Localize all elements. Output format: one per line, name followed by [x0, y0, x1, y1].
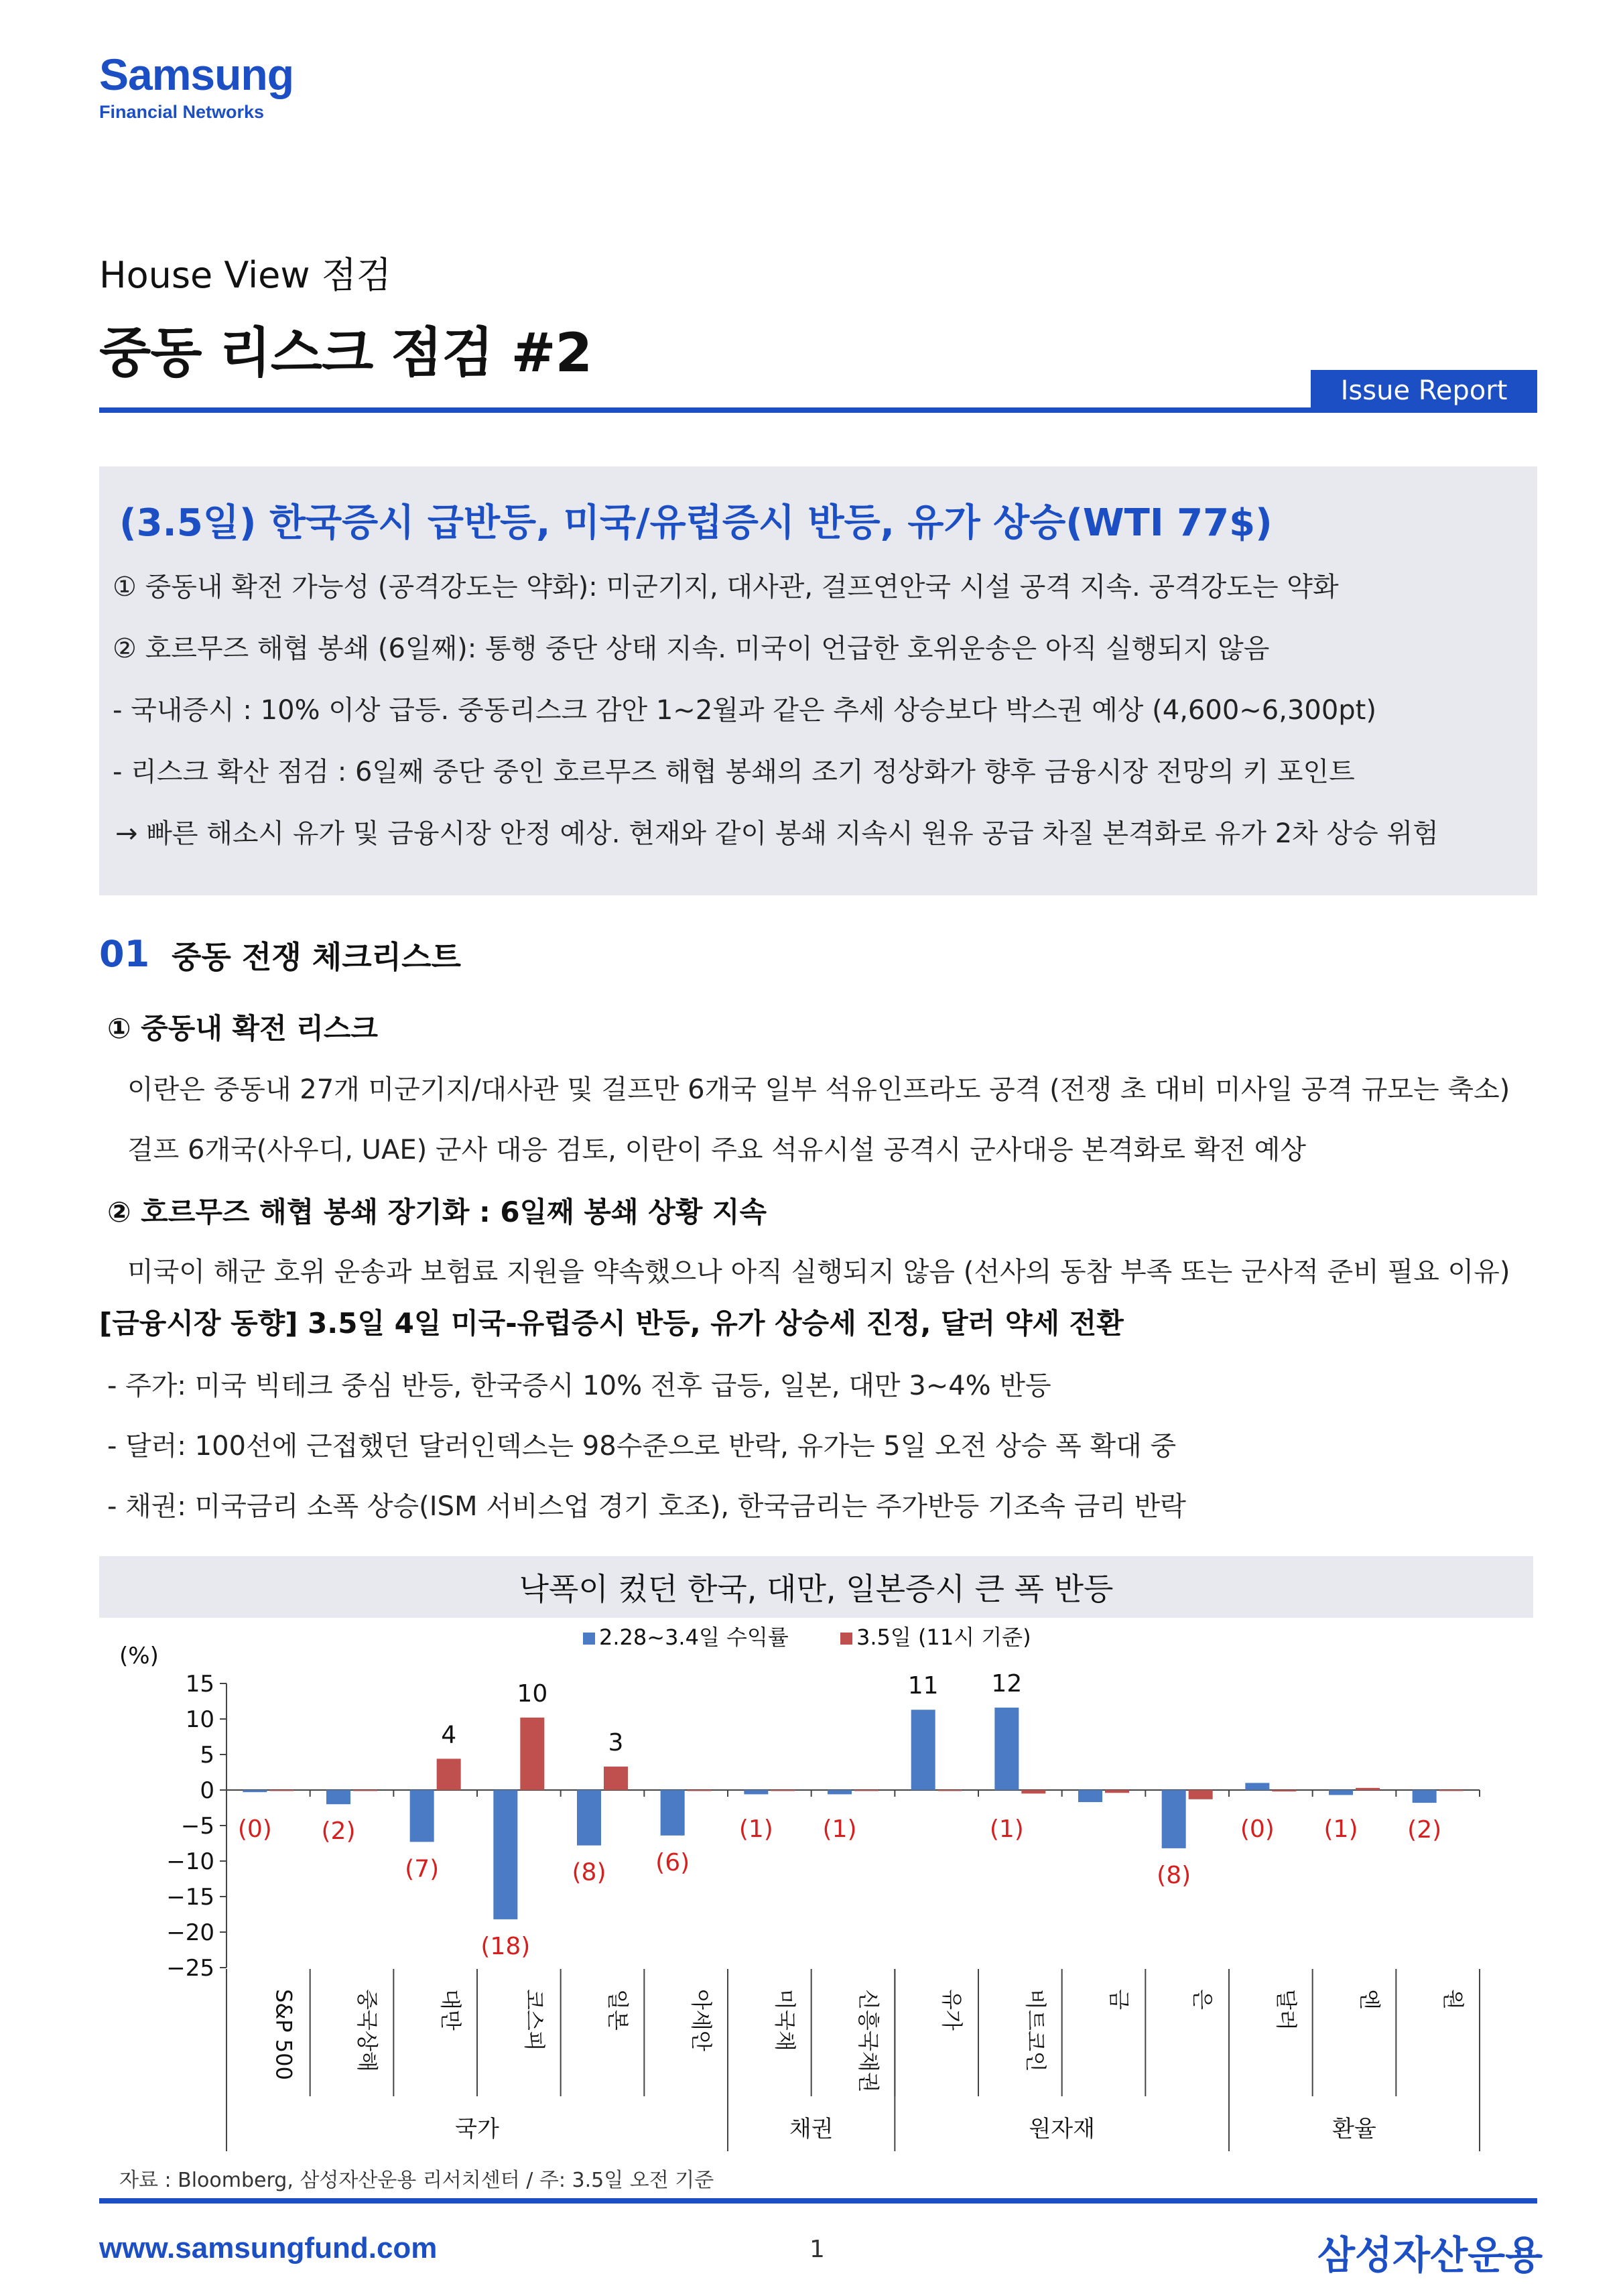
bar-today-return: [1189, 1790, 1213, 1799]
checklist-item2-line: 미국이 해군 호위 운송과 보험료 지원을 약속했으나 아직 실행되지 않음 (선사의 동참 부족 또는 군사적 준비 필요 이유): [127, 1257, 1510, 1287]
bar-data-label: (1): [989, 1815, 1024, 1843]
x-category-label: 일본: [605, 1989, 631, 2031]
bar-data-label: 3: [608, 1729, 624, 1757]
bar-period-return: [577, 1790, 601, 1846]
x-category-label: 유가: [939, 1989, 965, 2031]
bar-period-return: [828, 1790, 852, 1794]
y-tick-label: 10: [185, 1706, 214, 1733]
bar-data-label: 12: [991, 1670, 1023, 1698]
x-category-label: 미국채: [772, 1989, 798, 2051]
bar-period-return: [911, 1710, 935, 1790]
bar-today-return: [1105, 1790, 1129, 1793]
bar-data-label: (6): [655, 1848, 690, 1876]
page-title: 중동 리스크 점검 #2: [99, 322, 592, 384]
samsung-logo: [99, 52, 294, 123]
chart-source-note: 자료 : Bloomberg, 삼성자산운용 리서치센터 / 주: 3.5일 오전 기준: [119, 2169, 714, 2192]
chart-canvas: [99, 1622, 1537, 2158]
x-group-label: 국가: [455, 2116, 499, 2143]
bar-data-label: (18): [480, 1932, 531, 1960]
issue-report-badge: Issue Report: [1311, 370, 1537, 411]
y-tick-label: −10: [166, 1848, 214, 1875]
bar-period-return: [994, 1708, 1019, 1790]
x-category-label: 은: [1189, 1989, 1216, 2010]
footer-brand: 삼성자산운용: [1317, 2232, 1543, 2278]
bar-data-label: (1): [738, 1815, 773, 1843]
checklist-item1-line: 이란은 중동내 27개 미군기지/대사관 및 걸프만 6개국 일부 석유인프라도 공격 (전쟁 초 대비 미사일 공격 규모는 축소): [127, 1074, 1510, 1105]
x-category-label: 달러: [1273, 1989, 1299, 2031]
returns-bar-chart: [99, 1622, 1537, 2158]
checklist-item2-title: ② 호르무즈 해협 봉쇄 장기화 : 6일째 봉쇄 상황 지속: [107, 1196, 767, 1228]
bar-period-return: [661, 1790, 685, 1836]
y-axis-unit: (%): [119, 1643, 159, 1669]
checklist-item1-title: ① 중동내 확전 리스크: [107, 1012, 379, 1045]
market-trend-line: - 달러: 100선에 근접했던 달러인덱스는 98수준으로 반락, 유가는 5일 오전 상승 폭 확대 중: [107, 1431, 1177, 1462]
logo-subtitle: Financial Networks: [99, 102, 265, 122]
market-trend-title: [금융시장 동향] 3.5일 4일 미국-유럽증시 반등, 유가 상승세 진정, 달러 약세 전환: [99, 1307, 1124, 1340]
section-number: 01: [99, 933, 150, 975]
footer-divider: [99, 2198, 1537, 2204]
x-category-label: 원: [1440, 1989, 1466, 2010]
bar-today-return: [604, 1767, 628, 1790]
bar-today-return: [1272, 1790, 1296, 1791]
bar-today-return: [437, 1759, 461, 1790]
legend-label-period: 2.28~3.4일 수익률: [599, 1624, 789, 1650]
x-category-label: 대만: [438, 1989, 464, 2031]
bar-data-label: (8): [572, 1858, 606, 1887]
section-title: 중동 전쟁 체크리스트: [172, 939, 461, 975]
summary-line: ② 호르무즈 해협 봉쇄 (6일째): 통행 중단 상태 지속. 미국이 언급한 호위운송은 아직 실행되지 않음: [113, 633, 1270, 664]
chart-title: 낙폭이 컸던 한국, 대만, 일본증시 큰 폭 반등: [99, 1556, 1533, 1618]
bar-data-label: 4: [441, 1721, 457, 1749]
x-category-label: 코스피: [521, 1989, 547, 2051]
y-tick-label: −5: [180, 1813, 214, 1840]
bar-today-return: [854, 1790, 879, 1791]
header-divider: [99, 407, 1537, 413]
summary-line: → 빠른 해소시 유가 및 금융시장 안정 예상. 현재와 같이 봉쇄 지속시 원유 공급 차질 본격화로 유가 2차 상승 위험: [115, 818, 1439, 849]
legend-swatch-period: [583, 1633, 595, 1645]
bar-data-label: (1): [822, 1815, 857, 1843]
bar-today-return: [520, 1718, 544, 1790]
bar-today-return: [1021, 1790, 1045, 1793]
bar-data-label: (0): [237, 1815, 272, 1843]
summary-line: - 국내증시 : 10% 이상 급등. 중동리스크 감안 1~2월과 같은 추세 상승보다 박스권 예상 (4,600~6,300pt): [113, 695, 1376, 726]
y-tick-label: −15: [166, 1884, 214, 1911]
summary-box: [99, 466, 1537, 895]
bar-data-label: (1): [1323, 1815, 1358, 1843]
summary-headline: (3.5일) 한국증시 급반등, 미국/유럽증시 반등, 유가 상승(WTI 77$): [119, 501, 1273, 545]
bar-period-return: [1162, 1790, 1186, 1848]
y-tick-label: 5: [200, 1742, 214, 1769]
bar-data-label: (2): [1407, 1816, 1442, 1844]
x-category-label: 중국상해: [354, 1989, 380, 2072]
bar-data-label: 11: [907, 1672, 939, 1700]
bar-period-return: [744, 1790, 768, 1794]
summary-line: - 리스크 확산 점검 : 6일째 중단 중인 호르무즈 해협 봉쇄의 조기 정상화가 향후 금융시장 전망의 키 포인트: [113, 757, 1355, 787]
x-category-label: S&P 500: [271, 1989, 297, 2080]
bar-today-return: [1439, 1790, 1464, 1791]
bar-data-label: (8): [1157, 1861, 1191, 1889]
bar-data-label: (0): [1240, 1815, 1275, 1843]
bar-period-return: [326, 1790, 350, 1804]
bar-period-return: [410, 1790, 434, 1842]
bar-today-return: [1356, 1788, 1380, 1790]
bar-period-return: [493, 1790, 517, 1919]
x-group-label: 채권: [789, 2116, 834, 2143]
bar-period-return: [243, 1790, 267, 1792]
bar-today-return: [353, 1790, 377, 1791]
bar-today-return: [938, 1790, 962, 1791]
market-trend-line: - 주가: 미국 빅테크 중심 반등, 한국증시 10% 전후 급등, 일본, 대만 3~4% 반등: [107, 1370, 1051, 1401]
bar-period-return: [1245, 1783, 1269, 1790]
bar-today-return: [269, 1790, 294, 1791]
page-number: 1: [809, 2236, 825, 2263]
logo-brand: Samsung: [99, 50, 294, 99]
bar-data-label: 10: [517, 1679, 548, 1708]
x-category-label: 엔: [1357, 1989, 1382, 2010]
y-tick-label: −25: [166, 1955, 214, 1982]
x-group-label: 원자재: [1029, 2116, 1095, 2143]
y-tick-label: 0: [200, 1777, 214, 1804]
market-trend-line: - 채권: 미국금리 소폭 상승(ISM 서비스업 경기 호조), 한국금리는 주가반등 기조속 금리 반락: [107, 1491, 1186, 1522]
report-kicker: House View 점검: [99, 254, 392, 296]
bar-period-return: [1078, 1790, 1102, 1802]
summary-line: ① 중동내 확전 가능성 (공격강도는 약화): 미군기지, 대사관, 걸프연안국 시설 공격 지속. 공격강도는 약화: [113, 572, 1339, 602]
x-category-label: 금: [1106, 1989, 1132, 2010]
x-category-label: 신흥국채권: [856, 1989, 881, 2093]
y-tick-label: 15: [185, 1671, 214, 1698]
bar-data-label: (2): [321, 1817, 356, 1846]
bar-period-return: [1329, 1790, 1353, 1795]
website-link[interactable]: www.samsungfund.com: [99, 2232, 438, 2265]
bar-today-return: [771, 1790, 795, 1791]
x-group-label: 환율: [1332, 2116, 1376, 2143]
bar-data-label: (7): [405, 1855, 440, 1883]
bar-period-return: [1413, 1790, 1437, 1803]
bar-today-return: [688, 1790, 712, 1791]
legend-swatch-today: [840, 1633, 852, 1645]
checklist-item1-line: 걸프 6개국(사우디, UAE) 군사 대응 검토, 이란이 주요 석유시설 공격시 군사대응 본격화로 확전 예상: [127, 1135, 1306, 1165]
legend-label-today: 3.5일 (11시 기준): [856, 1624, 1031, 1650]
x-category-label: 아세안: [688, 1989, 714, 2051]
x-category-label: 비트코인: [1023, 1989, 1049, 2072]
y-tick-label: −20: [166, 1919, 214, 1946]
